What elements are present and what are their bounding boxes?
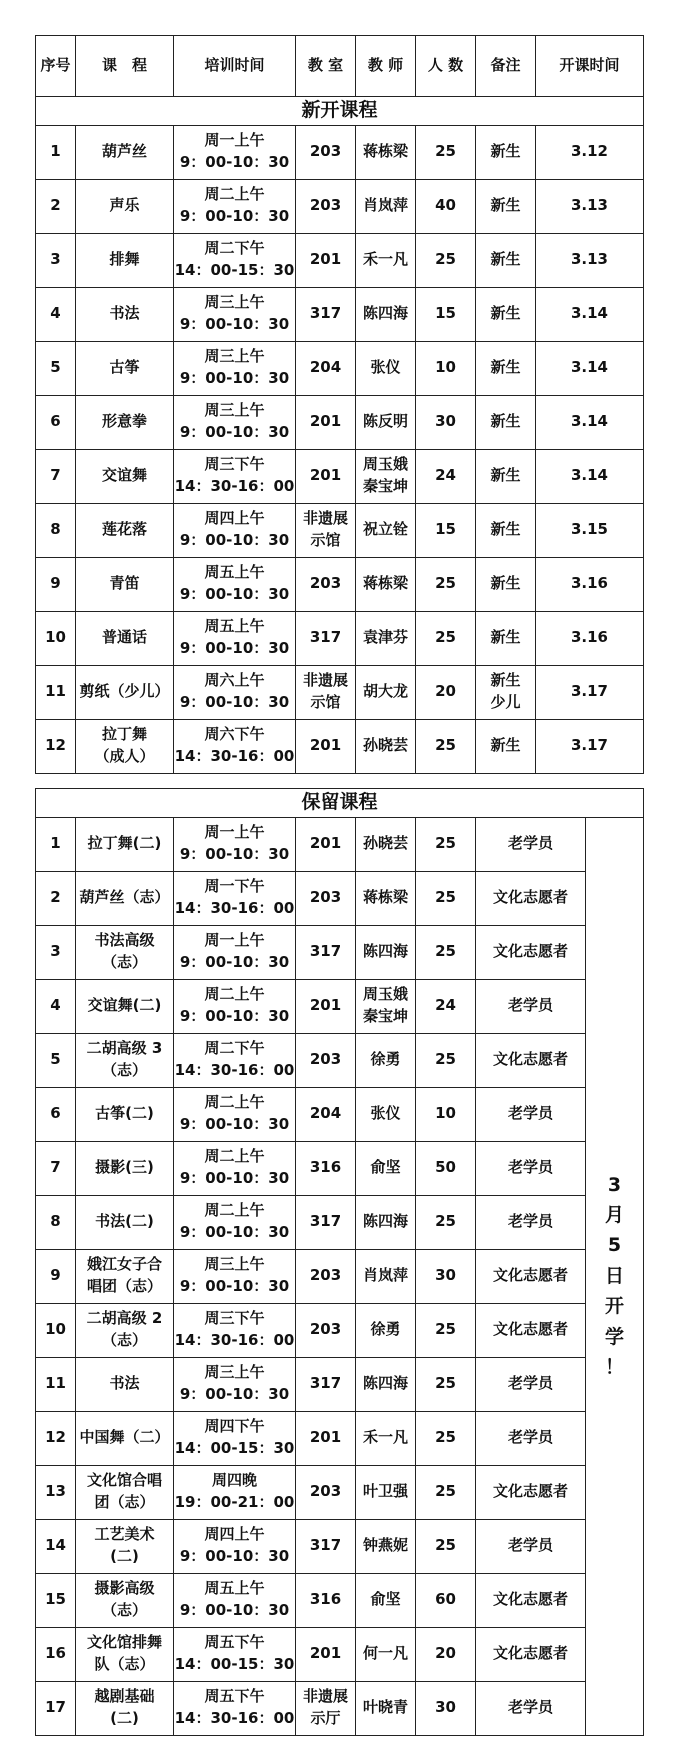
- cell-note: 老学员: [476, 1141, 586, 1195]
- header-start: 开课时间: [536, 36, 644, 97]
- cell-count: 25: [416, 871, 476, 925]
- cell-time: 周四上午 9：00-10：30: [174, 1519, 296, 1573]
- cell-room: 203: [296, 179, 356, 233]
- cell-time: 周二下午 14：30-16：00: [174, 1033, 296, 1087]
- cell-no: 11: [36, 1357, 76, 1411]
- start-date-note-char: 月: [605, 1204, 625, 1227]
- cell-count: 25: [416, 719, 476, 773]
- cell-teacher: 俞坚: [356, 1573, 416, 1627]
- cell-room: 203: [296, 1249, 356, 1303]
- cell-time: 周三下午 14：30-16：00: [174, 1303, 296, 1357]
- header-count: 人 数: [416, 36, 476, 97]
- cell-no: 17: [36, 1681, 76, 1735]
- cell-no: 12: [36, 1411, 76, 1465]
- cell-course: 交谊舞: [76, 449, 174, 503]
- cell-room: 317: [296, 287, 356, 341]
- cell-start: 3.14: [536, 395, 644, 449]
- cell-count: 25: [416, 557, 476, 611]
- cell-time: 周三上午 9：00-10：30: [174, 341, 296, 395]
- cell-teacher: 叶晓青: [356, 1681, 416, 1735]
- cell-teacher: 陈四海: [356, 1195, 416, 1249]
- cell-teacher: 俞坚: [356, 1141, 416, 1195]
- cell-course: 摄影(三): [76, 1141, 174, 1195]
- table-row: [36, 979, 644, 1033]
- cell-no: 3: [36, 233, 76, 287]
- cell-start: 3.17: [536, 719, 644, 773]
- cell-course: 文化馆合唱 团（志）: [76, 1465, 174, 1519]
- cell-course: 娥江女子合 唱团（志）: [76, 1249, 174, 1303]
- table-row: [36, 1465, 644, 1519]
- cell-count: 25: [416, 1465, 476, 1519]
- cell-room: 201: [296, 449, 356, 503]
- cell-no: 4: [36, 979, 76, 1033]
- header-note: 备注: [476, 36, 536, 97]
- table-row: [36, 179, 644, 233]
- cell-count: 30: [416, 395, 476, 449]
- cell-course: 二胡高级 3 （志）: [76, 1033, 174, 1087]
- cell-note: 老学员: [476, 979, 586, 1033]
- cell-count: 25: [416, 233, 476, 287]
- cell-time: 周二上午 9：00-10：30: [174, 1141, 296, 1195]
- cell-count: 25: [416, 1519, 476, 1573]
- cell-time: 周五上午 9：00-10：30: [174, 557, 296, 611]
- cell-teacher: 肖岚萍: [356, 1249, 416, 1303]
- cell-time: 周三上午 9：00-10：30: [174, 395, 296, 449]
- cell-time: 周五下午 14：00-15：30: [174, 1627, 296, 1681]
- cell-room: 203: [296, 1465, 356, 1519]
- cell-time: 周六下午 14：30-16：00: [174, 719, 296, 773]
- cell-time: 周三上午 9：00-10：30: [174, 1249, 296, 1303]
- cell-note: 老学员: [476, 1357, 586, 1411]
- section-title-kept: 保留课程: [36, 789, 644, 818]
- cell-count: 25: [416, 1195, 476, 1249]
- start-date-note-char: 学: [605, 1325, 625, 1348]
- cell-teacher: 禾一凡: [356, 233, 416, 287]
- cell-course: 书法高级 （志）: [76, 925, 174, 979]
- cell-note: 老学员: [476, 1681, 586, 1735]
- cell-count: 25: [416, 817, 476, 871]
- cell-no: 9: [36, 1249, 76, 1303]
- cell-teacher: 陈反明: [356, 395, 416, 449]
- cell-count: 50: [416, 1141, 476, 1195]
- cell-time: 周二上午 9：00-10：30: [174, 1087, 296, 1141]
- cell-teacher: 禾一凡: [356, 1411, 416, 1465]
- cell-no: 12: [36, 719, 76, 773]
- cell-count: 30: [416, 1249, 476, 1303]
- table-row: [36, 449, 644, 503]
- header-time: 培训时间: [174, 36, 296, 97]
- cell-time: 周六上午 9：00-10：30: [174, 665, 296, 719]
- cell-course: 排舞: [76, 233, 174, 287]
- start-date-note-char: 3: [607, 1173, 622, 1196]
- cell-no: 8: [36, 503, 76, 557]
- cell-no: 15: [36, 1573, 76, 1627]
- cell-teacher: 徐勇: [356, 1303, 416, 1357]
- cell-no: 13: [36, 1465, 76, 1519]
- cell-time: 周二上午 9：00-10：30: [174, 979, 296, 1033]
- kept-courses-table: [35, 788, 644, 1736]
- cell-start: 3.14: [536, 287, 644, 341]
- start-date-note-char: 开: [605, 1295, 625, 1318]
- cell-start: 3.15: [536, 503, 644, 557]
- cell-count: 25: [416, 125, 476, 179]
- cell-course: 拉丁舞 （成人）: [76, 719, 174, 773]
- cell-start: 3.14: [536, 449, 644, 503]
- cell-time: 周三上午 9：00-10：30: [174, 1357, 296, 1411]
- cell-teacher: 祝立铨: [356, 503, 416, 557]
- cell-start: 3.14: [536, 341, 644, 395]
- cell-count: 20: [416, 1627, 476, 1681]
- cell-no: 9: [36, 557, 76, 611]
- table-row: [36, 395, 644, 449]
- cell-note: 老学员: [476, 1411, 586, 1465]
- cell-time: 周三下午 14：30-16：00: [174, 449, 296, 503]
- cell-room: 203: [296, 1033, 356, 1087]
- cell-note: 新生: [476, 341, 536, 395]
- header-no: 序号: [36, 36, 76, 97]
- cell-no: 11: [36, 665, 76, 719]
- cell-note: 文化志愿者: [476, 1627, 586, 1681]
- cell-teacher: 袁津芬: [356, 611, 416, 665]
- table-row: [36, 1303, 644, 1357]
- cell-note: 老学员: [476, 1087, 586, 1141]
- cell-time: 周一下午 14：30-16：00: [174, 871, 296, 925]
- cell-count: 24: [416, 449, 476, 503]
- cell-room: 非遗展 示馆: [296, 503, 356, 557]
- cell-time: 周一上午 9：00-10：30: [174, 125, 296, 179]
- cell-course: 书法: [76, 287, 174, 341]
- cell-time: 周五上午 9：00-10：30: [174, 611, 296, 665]
- cell-no: 1: [36, 125, 76, 179]
- cell-note: 文化志愿者: [476, 1465, 586, 1519]
- header-teacher: 教 师: [356, 36, 416, 97]
- cell-no: 8: [36, 1195, 76, 1249]
- table-row: [36, 1681, 644, 1735]
- start-date-note: [586, 817, 644, 1735]
- cell-count: 24: [416, 979, 476, 1033]
- cell-no: 7: [36, 449, 76, 503]
- cell-note: 新生: [476, 503, 536, 557]
- cell-room: 203: [296, 125, 356, 179]
- cell-teacher: 胡大龙: [356, 665, 416, 719]
- cell-count: 20: [416, 665, 476, 719]
- cell-room: 201: [296, 1627, 356, 1681]
- cell-no: 6: [36, 1087, 76, 1141]
- cell-time: 周四下午 14：00-15：30: [174, 1411, 296, 1465]
- table-row: [36, 871, 644, 925]
- cell-teacher: 张仪: [356, 1087, 416, 1141]
- cell-note: 老学员: [476, 1519, 586, 1573]
- cell-teacher: 陈四海: [356, 287, 416, 341]
- cell-no: 10: [36, 611, 76, 665]
- table-row: [36, 503, 644, 557]
- cell-note: 文化志愿者: [476, 1573, 586, 1627]
- cell-time: 周一上午 9：00-10：30: [174, 925, 296, 979]
- cell-teacher: 蒋栋梁: [356, 871, 416, 925]
- cell-no: 3: [36, 925, 76, 979]
- table-row: [36, 925, 644, 979]
- table-row: [36, 341, 644, 395]
- cell-course: 葫芦丝: [76, 125, 174, 179]
- start-date-note-char: 日: [605, 1264, 625, 1287]
- cell-note: 文化志愿者: [476, 871, 586, 925]
- cell-teacher: 蒋栋梁: [356, 125, 416, 179]
- cell-room: 203: [296, 557, 356, 611]
- cell-course: 摄影高级 （志）: [76, 1573, 174, 1627]
- cell-teacher: 周玉娥 秦宝坤: [356, 979, 416, 1033]
- cell-note: 文化志愿者: [476, 1303, 586, 1357]
- cell-teacher: 徐勇: [356, 1033, 416, 1087]
- cell-room: 316: [296, 1573, 356, 1627]
- cell-course: 青笛: [76, 557, 174, 611]
- table-row: [36, 1087, 644, 1141]
- table-row: [36, 233, 644, 287]
- table-row: [36, 1519, 644, 1573]
- cell-teacher: 何一凡: [356, 1627, 416, 1681]
- cell-no: 7: [36, 1141, 76, 1195]
- cell-room: 317: [296, 1195, 356, 1249]
- new-courses-table: [35, 35, 644, 774]
- table-row: [36, 1573, 644, 1627]
- cell-room: 317: [296, 1519, 356, 1573]
- cell-teacher: 陈四海: [356, 925, 416, 979]
- cell-count: 25: [416, 1357, 476, 1411]
- cell-note: 新生: [476, 395, 536, 449]
- section-row-new: [36, 97, 644, 126]
- table-row: [36, 611, 644, 665]
- cell-start: 3.16: [536, 557, 644, 611]
- cell-no: 1: [36, 817, 76, 871]
- section-row-kept: [36, 789, 644, 818]
- cell-count: 10: [416, 341, 476, 395]
- cell-no: 5: [36, 341, 76, 395]
- cell-time: 周四上午 9：00-10：30: [174, 503, 296, 557]
- table-row: [36, 1411, 644, 1465]
- cell-count: 60: [416, 1573, 476, 1627]
- cell-course: 声乐: [76, 179, 174, 233]
- table-row: [36, 125, 644, 179]
- cell-room: 201: [296, 719, 356, 773]
- cell-room: 201: [296, 979, 356, 1033]
- cell-no: 10: [36, 1303, 76, 1357]
- table-row: [36, 1357, 644, 1411]
- cell-teacher: 钟燕妮: [356, 1519, 416, 1573]
- cell-course: 交谊舞(二): [76, 979, 174, 1033]
- table-row: [36, 719, 644, 773]
- cell-room: 201: [296, 395, 356, 449]
- cell-note: 新生: [476, 233, 536, 287]
- table-row: [36, 1195, 644, 1249]
- cell-note: 新生: [476, 287, 536, 341]
- cell-no: 2: [36, 179, 76, 233]
- cell-no: 14: [36, 1519, 76, 1573]
- cell-count: 40: [416, 179, 476, 233]
- cell-note: 新生 少儿: [476, 665, 536, 719]
- cell-room: 204: [296, 1087, 356, 1141]
- cell-count: 25: [416, 1411, 476, 1465]
- cell-time: 周一上午 9：00-10：30: [174, 817, 296, 871]
- cell-note: 文化志愿者: [476, 1033, 586, 1087]
- cell-count: 25: [416, 925, 476, 979]
- cell-course: 剪纸（少儿）: [76, 665, 174, 719]
- cell-course: 古筝: [76, 341, 174, 395]
- cell-note: 新生: [476, 125, 536, 179]
- cell-start: 3.17: [536, 665, 644, 719]
- cell-note: 文化志愿者: [476, 1249, 586, 1303]
- cell-course: 古筝(二): [76, 1087, 174, 1141]
- header-room: 教 室: [296, 36, 356, 97]
- cell-time: 周二上午 9：00-10：30: [174, 1195, 296, 1249]
- cell-count: 15: [416, 503, 476, 557]
- cell-note: 新生: [476, 449, 536, 503]
- cell-start: 3.13: [536, 179, 644, 233]
- cell-course: 二胡高级 2 （志）: [76, 1303, 174, 1357]
- cell-room: 201: [296, 1411, 356, 1465]
- cell-no: 16: [36, 1627, 76, 1681]
- cell-course: 莲花落: [76, 503, 174, 557]
- cell-count: 10: [416, 1087, 476, 1141]
- cell-note: 新生: [476, 557, 536, 611]
- cell-note: 老学员: [476, 1195, 586, 1249]
- cell-course: 文化馆排舞 队（志）: [76, 1627, 174, 1681]
- start-date-note-char: ！: [605, 1356, 625, 1379]
- table-row: [36, 1141, 644, 1195]
- cell-count: 25: [416, 611, 476, 665]
- cell-count: 15: [416, 287, 476, 341]
- cell-no: 4: [36, 287, 76, 341]
- table-header-row: [36, 36, 644, 97]
- cell-room: 201: [296, 233, 356, 287]
- cell-time: 周二下午 14：00-15：30: [174, 233, 296, 287]
- cell-room: 非遗展 示馆: [296, 665, 356, 719]
- table-row: [36, 1249, 644, 1303]
- cell-teacher: 叶卫强: [356, 1465, 416, 1519]
- cell-note: 文化志愿者: [476, 925, 586, 979]
- cell-note: 新生: [476, 719, 536, 773]
- cell-course: 拉丁舞(二): [76, 817, 174, 871]
- cell-teacher: 肖岚萍: [356, 179, 416, 233]
- cell-time: 周五下午 14：30-16：00: [174, 1681, 296, 1735]
- section-title-new: 新开课程: [36, 97, 644, 126]
- cell-room: 316: [296, 1141, 356, 1195]
- cell-teacher: 陈四海: [356, 1357, 416, 1411]
- cell-room: 201: [296, 817, 356, 871]
- cell-teacher: 孙晓芸: [356, 719, 416, 773]
- table-row: [36, 1627, 644, 1681]
- cell-course: 普通话: [76, 611, 174, 665]
- cell-room: 203: [296, 1303, 356, 1357]
- table-row: [36, 287, 644, 341]
- cell-count: 25: [416, 1303, 476, 1357]
- cell-course: 书法: [76, 1357, 174, 1411]
- cell-course: 书法(二): [76, 1195, 174, 1249]
- table-row: [36, 665, 644, 719]
- cell-course: 越剧基础 (二): [76, 1681, 174, 1735]
- cell-course: 中国舞（二）: [76, 1411, 174, 1465]
- cell-course: 形意拳: [76, 395, 174, 449]
- cell-note: 老学员: [476, 817, 586, 871]
- cell-count: 25: [416, 1033, 476, 1087]
- cell-room: 317: [296, 925, 356, 979]
- cell-teacher: 孙晓芸: [356, 817, 416, 871]
- cell-count: 30: [416, 1681, 476, 1735]
- cell-room: 317: [296, 611, 356, 665]
- cell-teacher: 蒋栋梁: [356, 557, 416, 611]
- cell-note: 新生: [476, 179, 536, 233]
- table-row: [36, 557, 644, 611]
- header-course: 课 程: [76, 36, 174, 97]
- cell-course: 工艺美术 (二): [76, 1519, 174, 1573]
- cell-time: 周三上午 9：00-10：30: [174, 287, 296, 341]
- cell-room: 317: [296, 1357, 356, 1411]
- cell-room: 204: [296, 341, 356, 395]
- cell-time: 周四晚 19：00-21：00: [174, 1465, 296, 1519]
- cell-no: 2: [36, 871, 76, 925]
- cell-start: 3.12: [536, 125, 644, 179]
- cell-room: 非遗展 示厅: [296, 1681, 356, 1735]
- cell-no: 5: [36, 1033, 76, 1087]
- cell-start: 3.13: [536, 233, 644, 287]
- cell-note: 新生: [476, 611, 536, 665]
- cell-time: 周二上午 9：00-10：30: [174, 179, 296, 233]
- cell-start: 3.16: [536, 611, 644, 665]
- table-row: [36, 817, 644, 871]
- start-date-note-char: 5: [607, 1234, 622, 1257]
- table-row: [36, 1033, 644, 1087]
- cell-teacher: 周玉娥 秦宝坤: [356, 449, 416, 503]
- cell-course: 葫芦丝（志）: [76, 871, 174, 925]
- cell-time: 周五上午 9：00-10：30: [174, 1573, 296, 1627]
- cell-no: 6: [36, 395, 76, 449]
- cell-teacher: 张仪: [356, 341, 416, 395]
- cell-room: 203: [296, 871, 356, 925]
